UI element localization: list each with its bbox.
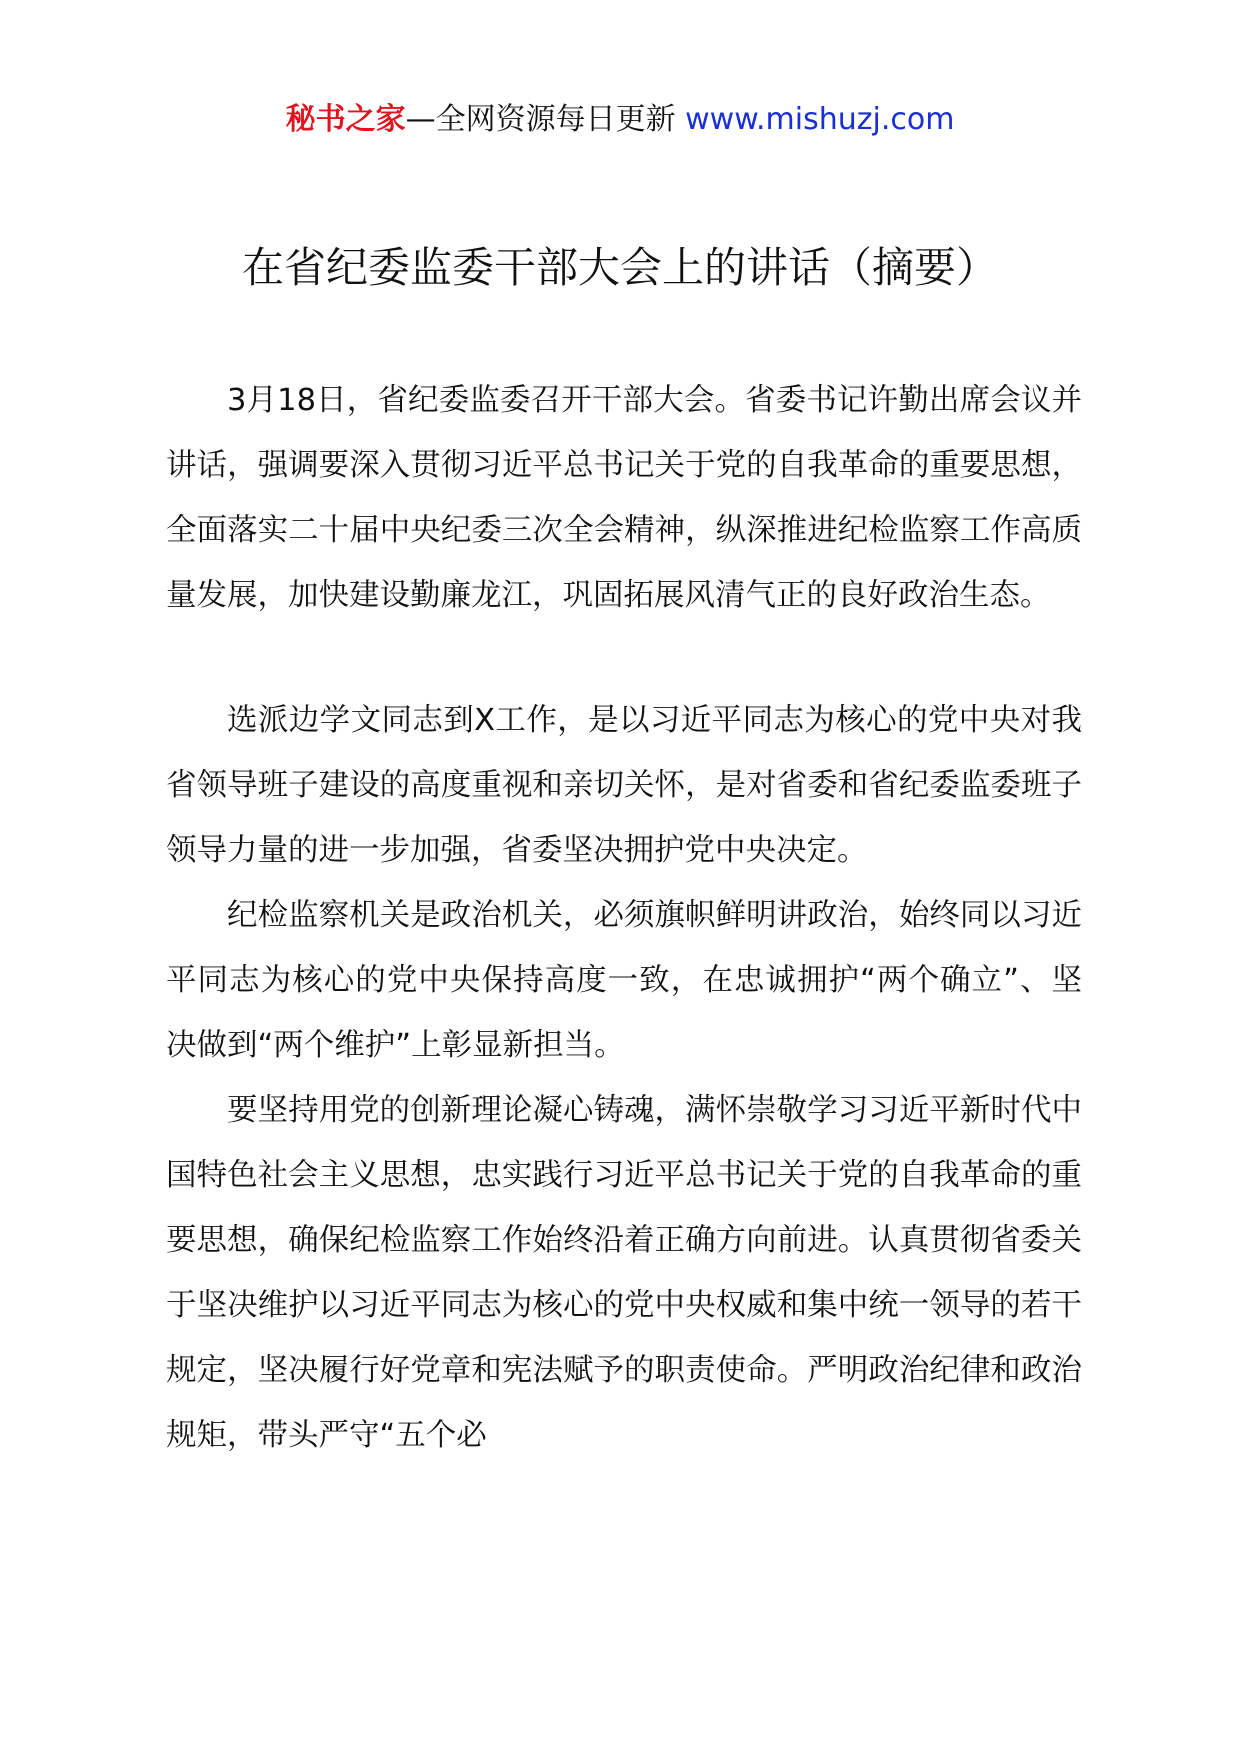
- main-block: [166, 688, 1082, 1468]
- brand-name: 秘书之家: [285, 102, 406, 137]
- site-url-link[interactable]: www.mishuzj.com: [685, 102, 955, 137]
- document-title: 在省纪委监委干部大会上的讲话（摘要）: [241, 243, 998, 292]
- paragraph-1: 3月18日，省纪委监委召开干部大会。省委书记许勤出席会议并讲话，强调要深入贯彻习近平总书记关于党的自我革命的重要思想，全面落实二十届中央纪委三次全会精神，纵深推进纪检监察工作高质量发展，加快建设勤廉龙江，巩固拓展风清气正的良好政治生态。: [166, 383, 1082, 613]
- site-header: [0, 100, 1240, 140]
- intro-block: [166, 368, 1082, 628]
- paragraph-3: 纪检监察机关是政治机关，必须旗帜鲜明讲政治，始终同以习近平同志为核心的党中央保持高度一致，在忠诚拥护“两个确立”、坚决做到“两个维护”上彰显新担当。: [166, 898, 1082, 1063]
- header-tagline: —全网资源每日更新: [405, 102, 686, 137]
- paragraph-4: 要坚持用党的创新理论凝心铸魂，满怀崇敬学习习近平新时代中国特色社会主义思想，忠实践行习近平总书记关于党的自我革命的重要思想，确保纪检监察工作始终沿着正确方向前进。认真贯彻省委关于坚决维护以习近平同志为核心的党中央权威和集中统一领导的若干规定，坚决履行好党章和宪法赋予的职责使命。严明政治纪律和政治规矩，带头严守“五个必: [166, 1093, 1082, 1453]
- paragraph-2: 选派边学文同志到X工作，是以习近平同志为核心的党中央对我省领导班子建设的高度重视和亲切关怀，是对省委和省纪委监委班子领导力量的进一步加强，省委坚决拥护党中央决定。: [166, 703, 1082, 868]
